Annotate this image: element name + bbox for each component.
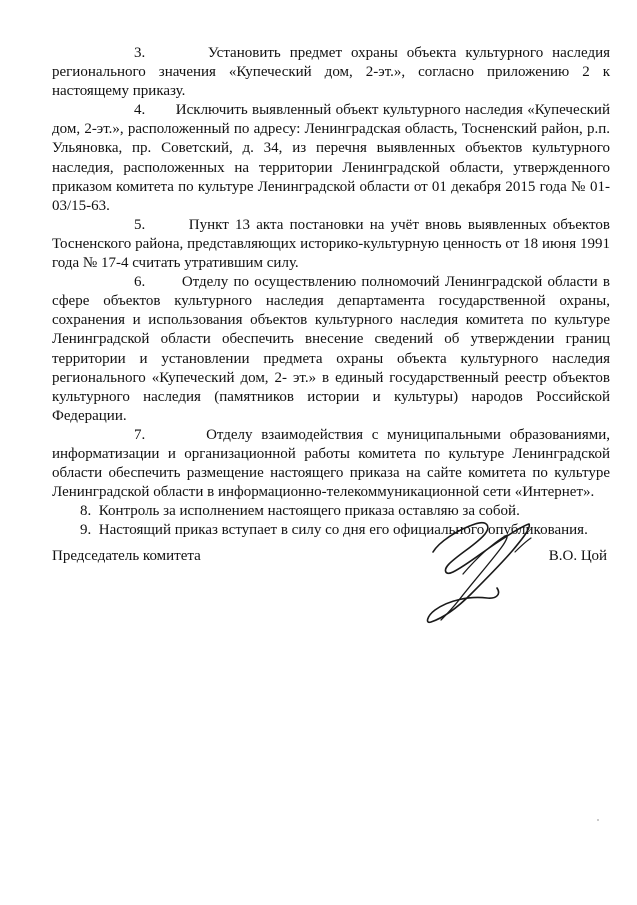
handwritten-signature: [405, 512, 545, 630]
item-number: 6.: [134, 274, 146, 291]
signatory-title: Председатель комитета: [52, 548, 201, 564]
item-7: [52, 426, 610, 502]
item-number: 9.: [80, 522, 92, 539]
item-number: 4.: [134, 102, 146, 119]
item-6: [52, 273, 610, 426]
document-body: [52, 44, 610, 540]
item-number: 7.: [134, 426, 146, 443]
item-5: [52, 216, 610, 273]
signatory-name: В.О. Цой: [548, 548, 607, 564]
item-number: 5.: [134, 216, 146, 233]
item-text: Отделу взаимодействия с муниципальными образованиями, информатизации и организационной работы комитета по культуре Ленинградской области обеспечить размещение настоящего приказа на сайте комитета по культуре Ленинградской области в информационно-телекоммуникационной сети «Интернет».: [52, 426, 610, 501]
item-3: [52, 44, 610, 101]
item-text: Установить предмет охраны объекта культурного наследия регионального значения «Купеческий дом, 2-эт.», согласно приложению 2 к настоящему приказу.: [52, 45, 611, 100]
item-number: 3.: [134, 45, 146, 61]
item-text: Пункт 13 акта постановки на учёт вновь выявленных объектов Тосненского района, представляющих историко-культурную ценность от 18 июня 1991 года № 17-4 считать утратившим силу.: [52, 216, 610, 272]
item-text: Исключить выявленный объект культурного наследия «Купеческий дом, 2-эт.», расположенный по адресу: Ленинградская область, Тосненский район, р.п. Ульяновка, пр. Советский, д. 34, из перечня выявленных объектов культурного наследия, расположенных на территории Ленинградской области, утвержденного приказом комитета по культуре Ленинградской области от 01 декабря 2015 года № 01-03/15-63.: [52, 102, 610, 214]
item-text: Настоящий приказ вступает в силу со дня его официального опубликования.: [98, 522, 588, 539]
item-number: 8.: [80, 503, 92, 520]
item-text: Контроль за исполнением настоящего приказа оставляю за собой.: [98, 503, 520, 520]
scan-speck: [597, 819, 599, 821]
item-text: Отделу по осуществлению полномочий Ленинградской области в сфере объектов культурного наследия департамента государственной охраны, сохранения и использования объектов культурного наследия комитета по культуре Ленинградской области обеспечить внесение сведений об утверждении границ территории и установлении предмета охраны объекта культурного наследия регионального «Купеческий дом, 2- эт.» в единый государственный реестр объектов культурного наследия (памятников истории и культуры) народов Российской Федерации.: [52, 274, 611, 424]
item-4: [52, 101, 610, 216]
